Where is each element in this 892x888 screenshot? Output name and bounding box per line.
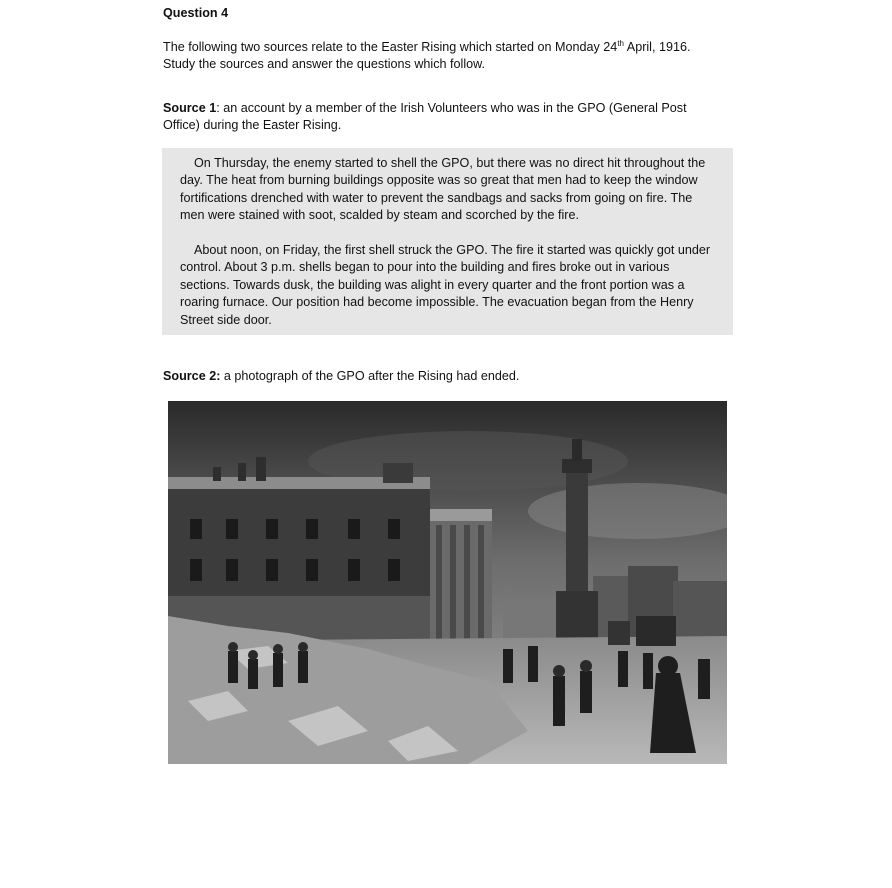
- source1-heading: [163, 100, 723, 134]
- intro-line1-post: April, 1916.: [623, 40, 691, 54]
- source1-label: Source 1: [163, 101, 217, 115]
- intro-text: [163, 39, 723, 73]
- intro-line1-pre: The following two sources relate to the Easter Rising which started on Monday 24: [163, 40, 618, 54]
- source1-paragraph-2: [180, 242, 715, 329]
- source1-paragraph-1-text: On Thursday, the enemy started to shell the GPO, but there was no direct hit throughout the day. The heat from burning buildings opposite was so great that men had to keep the window fortifications drenched with water to prevent the sandbags and sacks from going on fire. The men were stained with soot, scalded by steam and scorched by the fire.: [180, 156, 706, 223]
- gpo-ruins-photograph: [168, 401, 727, 764]
- source2-description: a photograph of the GPO after the Rising had ended.: [220, 369, 520, 383]
- source1-paragraph-1: [180, 155, 715, 225]
- intro-line2: Study the sources and answer the questions which follow.: [163, 57, 486, 71]
- question-title: Question 4: [163, 6, 229, 20]
- source2-heading: [163, 368, 519, 385]
- source2-label: Source 2:: [163, 369, 221, 383]
- source1-quote-box: [162, 148, 733, 335]
- source1-description: : an account by a member of the Irish Volunteers who was in the GPO (General Post Office) during the Easter Rising.: [163, 101, 687, 132]
- intro-line1-sup: th: [617, 38, 624, 48]
- source1-paragraph-2-text: About noon, on Friday, the first shell struck the GPO. The fire it started was quickly got under control. About 3 p.m. shells began to pour into the building and fires broke out in various sections. Towards dusk, the building was alight in every quarter and the front portion was a roaring furnace. Our position had become impossible. The evacuation began from the Henry Street side door.: [180, 243, 711, 327]
